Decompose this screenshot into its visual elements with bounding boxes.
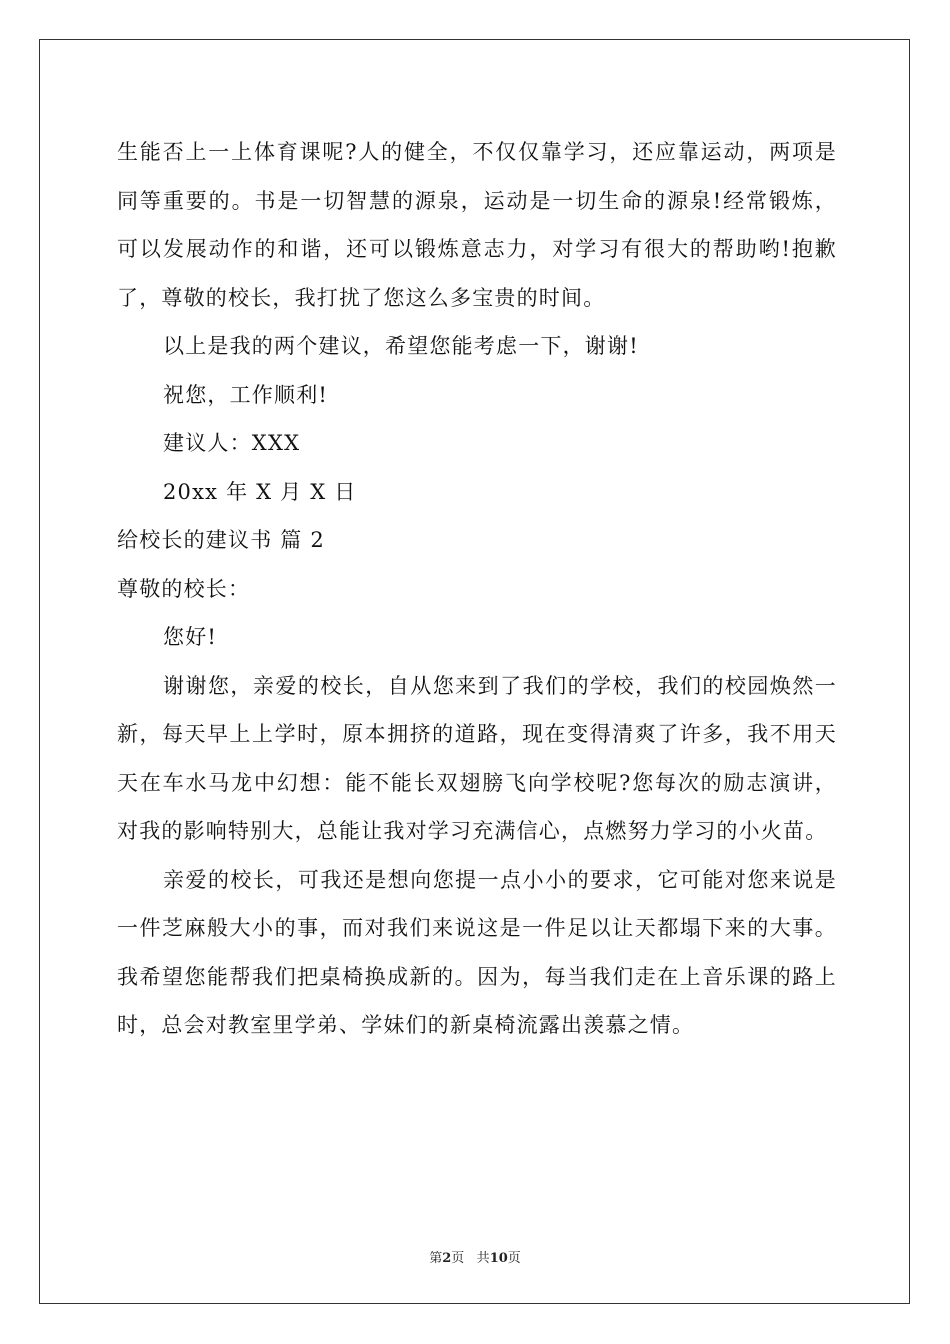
salutation: 尊敬的校长：	[117, 576, 251, 601]
total-suffix: 页	[507, 1251, 521, 1266]
page-footer	[0, 1247, 950, 1266]
section-heading: 给校长的建议书 篇 2	[117, 528, 325, 552]
paragraph: 亲爱的校长，可我还是想向您提一点小小的要求，它可能对您来说是一件芝麻般大小的事，而对我们来说这是一件足以让天都塌下来的大事。我希望您能帮我们把桌椅换成新的。因为，每当我们走在上音乐课的路上时，总会对教室里学弟、学妹们的新桌椅流露出羡慕之情。	[117, 867, 837, 1037]
total-pages: 10	[489, 1251, 508, 1266]
page-suffix: 页	[451, 1251, 465, 1266]
paragraph: 祝您，工作顺利!	[163, 382, 329, 407]
signature-line: 建议人：XXX	[163, 431, 301, 455]
greeting: 您好!	[163, 625, 218, 649]
document-body	[117, 128, 837, 1050]
paragraph: 生能否上一上体育课呢?人的健全，不仅仅靠学习，还应靠运动，两项是同等重要的。书是一切智慧的源泉，运动是一切生命的源泉!经常锻炼，可以发展动作的和谐，还可以锻炼意志力，对学习有很大的帮助哟!抱歉了，尊敬的校长，我打扰了您这么多宝贵的时间。	[117, 140, 837, 310]
page-number: 2	[442, 1251, 452, 1266]
paragraph: 谢谢您，亲爱的校长，自从您来到了我们的学校，我们的校园焕然一新，每天早上上学时，原本拥挤的道路，现在变得清爽了许多，我不用天天在车水马龙中幻想：能不能长双翅膀飞向学校呢?您每次的励志演讲，对我的影响特别大，总能让我对学习充满信心，点燃努力学习的小火苗。	[117, 673, 837, 843]
page-prefix: 第	[429, 1251, 443, 1266]
date-line: 20xx 年 X 月 X 日	[163, 479, 357, 504]
paragraph: 以上是我的两个建议，希望您能考虑一下，谢谢!	[163, 334, 639, 358]
total-prefix: 共	[476, 1251, 490, 1266]
